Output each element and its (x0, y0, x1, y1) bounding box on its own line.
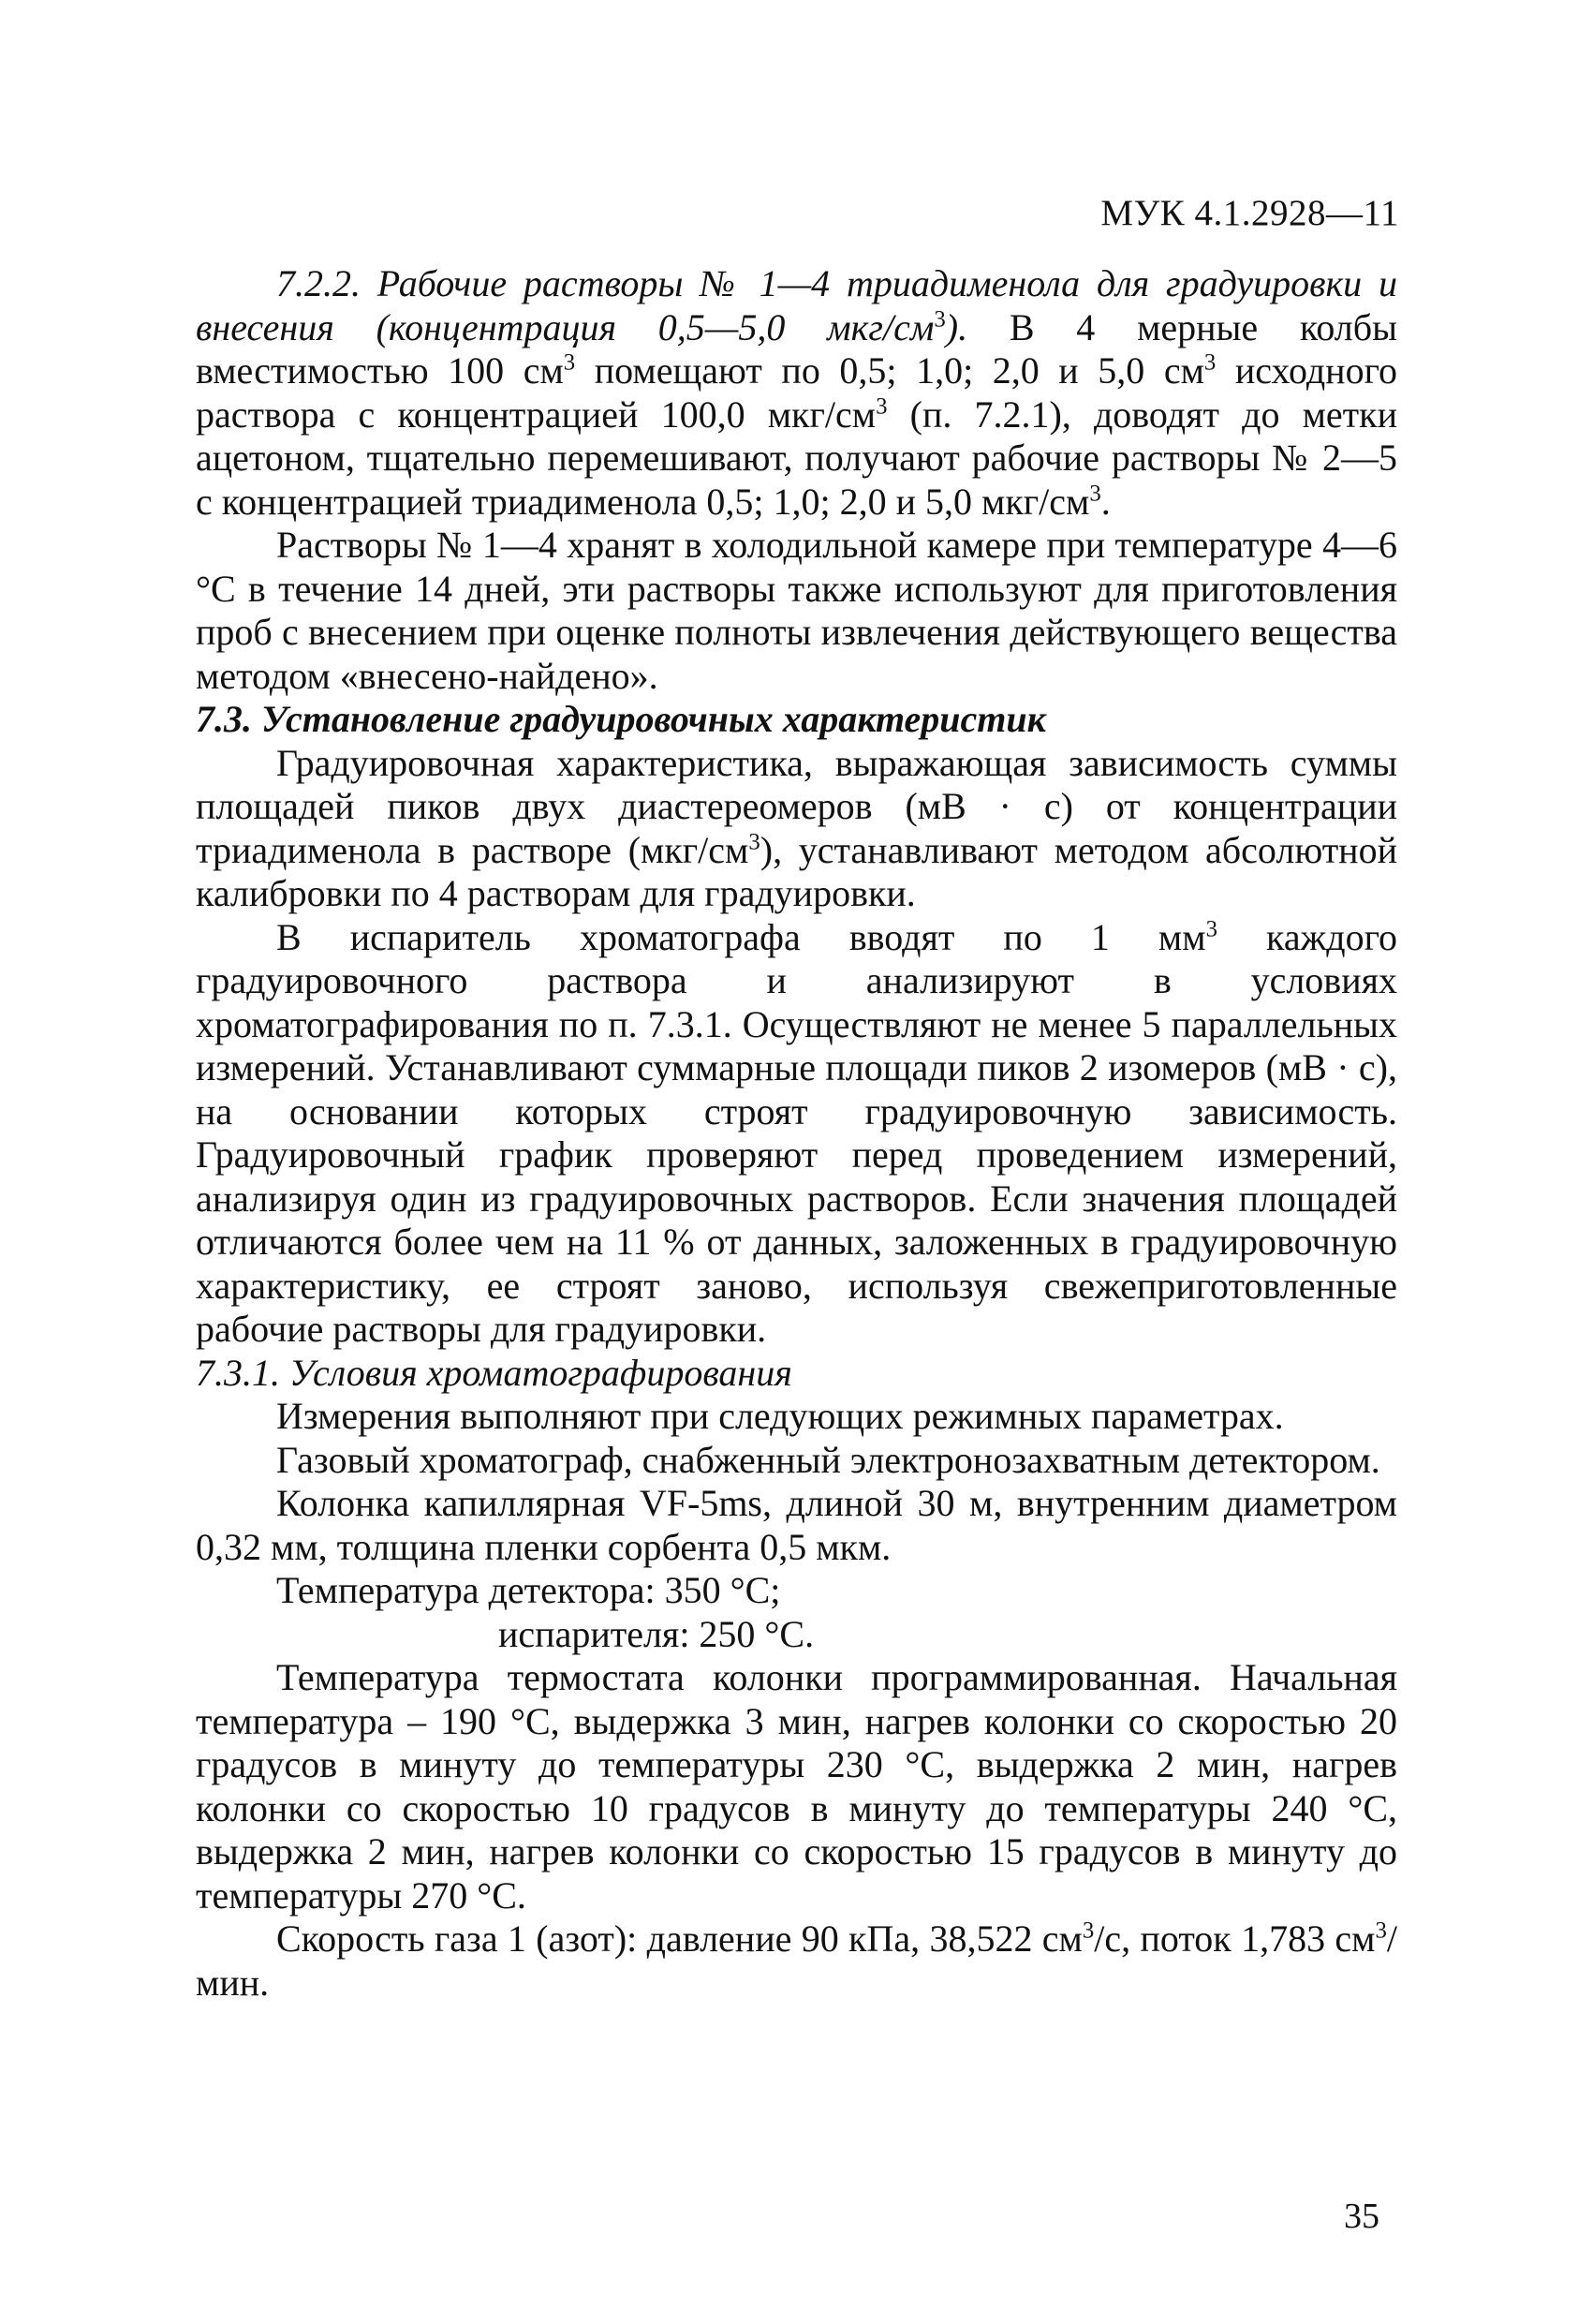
superscript: 3 (563, 349, 576, 376)
section-7-2-2-title: 7.2.2. Рабочие растворы № 1—4 триадименола для градуировки и внесения (концентрация 0,5—5,0 мкг/см (196, 262, 1397, 348)
section-7-2-2-title-close: ). (945, 305, 968, 348)
paragraph-chromatograph: Газовый хроматограф, снабженный электронозахватным детектором. (276, 1438, 1380, 1481)
section-7-3-heading: 7.3. Установление градуировочных характеристик (196, 698, 1046, 740)
superscript: 3 (934, 306, 946, 333)
text: Скорость газа 1 (азот): давление 90 кПа, 38,522 см (276, 1917, 1083, 1960)
text: . (1100, 480, 1111, 523)
paragraph-storage: Растворы № 1—4 хранят в холодильной камере при температуре 4—6 °С в течение 14 дней, эти растворы также используют для приготовления проб с внесением при оценке полноты извлечения действующего вещества методом «внесено-найдено». (196, 524, 1397, 697)
paragraph-conditions-intro: Измерения выполняют при следующих режимных параметрах. (276, 1395, 1284, 1437)
text: В испаритель хроматографа вводят по 1 мм (276, 915, 1206, 958)
paragraph-detector-temp: Температура детектора: 350 °С; (276, 1569, 781, 1611)
paragraph-column: Колонка капиллярная VF-5ms, длиной 30 м, внутренним диаметром 0,32 мм, толщина пленки сорбента 0,5 мкм. (196, 1482, 1397, 1568)
superscript: 3 (1082, 1917, 1095, 1944)
text: (п. 7.2.1), доводят до метки ацетоном, тщательно перемешивают, получают рабочие растворы № 2—5 с концентрацией триадименола 0,5; 1,0; 2,0 и 5,0 мкг/см (196, 392, 1398, 523)
document-body (196, 262, 1397, 2005)
paragraph-oven-program: Температура термостата колонки программированная. Начальная температура – 190 °С, выдержка 3 мин, нагрев колонки со скоростью 20 градусов в минуту до температуры 230 °С, выдержка 2 мин, нагрев колонки со скоростью 10 градусов в минуту до температуры 240 °С, выдержка 2 мин, нагрев колонки со скоростью 15 градусов в минуту до температуры 270 °С. (196, 1656, 1397, 1917)
paragraph-gas-flow (196, 1917, 1397, 2005)
page-number: 35 (1344, 2197, 1379, 2236)
superscript: 3 (1089, 481, 1101, 507)
superscript: 3 (1203, 349, 1217, 376)
paragraph-injector-temp: испарителя: 250 °С. (498, 1612, 815, 1655)
superscript: 3 (876, 393, 888, 420)
text: помещают по 0,5; 1,0; 2,0 и 5,0 см (575, 349, 1204, 392)
paragraph-7-2-2 (196, 262, 1397, 524)
text: В 4 мерные колбы вместимостью 100 см (196, 305, 1397, 392)
text: Градуировочная характеристика, выражающая зависимость суммы площадей пиков двух диастереомеров (мВ · с) от концентрации триадименола в растворе (мкг/см (196, 741, 1397, 871)
text: ), устанавливают методом абсолютной калибровки по 4 растворам для градуировки. (196, 828, 1397, 914)
superscript: 3 (1205, 916, 1217, 942)
text: каждого градуировочного раствора и анализируют в условиях хроматографирования по п. 7.3.1. Осуществляют не менее 5 параллельных измерений. Устанавливают суммарные площади пиков 2 изомеров (мВ · с), на основании которых строят градуировочную зависимость. Градуировочный график проверяют перед проведением измерений, анализируя один из градуировочных растворов. Если значения площадей отличаются более чем на 11 % от данных, заложенных в градуировочную характеристику, ее строят заново, используя свежеприготовленные рабочие растворы для градуировки. (196, 915, 1398, 1350)
superscript: 3 (748, 829, 760, 855)
document-code: МУК 4.1.2928—11 (1100, 193, 1399, 233)
text: /с, поток 1,783 см (1094, 1917, 1376, 1960)
text: /мин. (196, 1917, 1397, 2004)
paragraph-injection (196, 916, 1397, 1352)
superscript: 3 (1375, 1917, 1387, 1944)
paragraph-calibration (196, 742, 1397, 916)
section-7-3-1-heading: 7.3.1. Условия хроматографирования (196, 1351, 792, 1394)
text: исходного раствора с концентрацией 100,0 мкг/см (196, 349, 1398, 436)
